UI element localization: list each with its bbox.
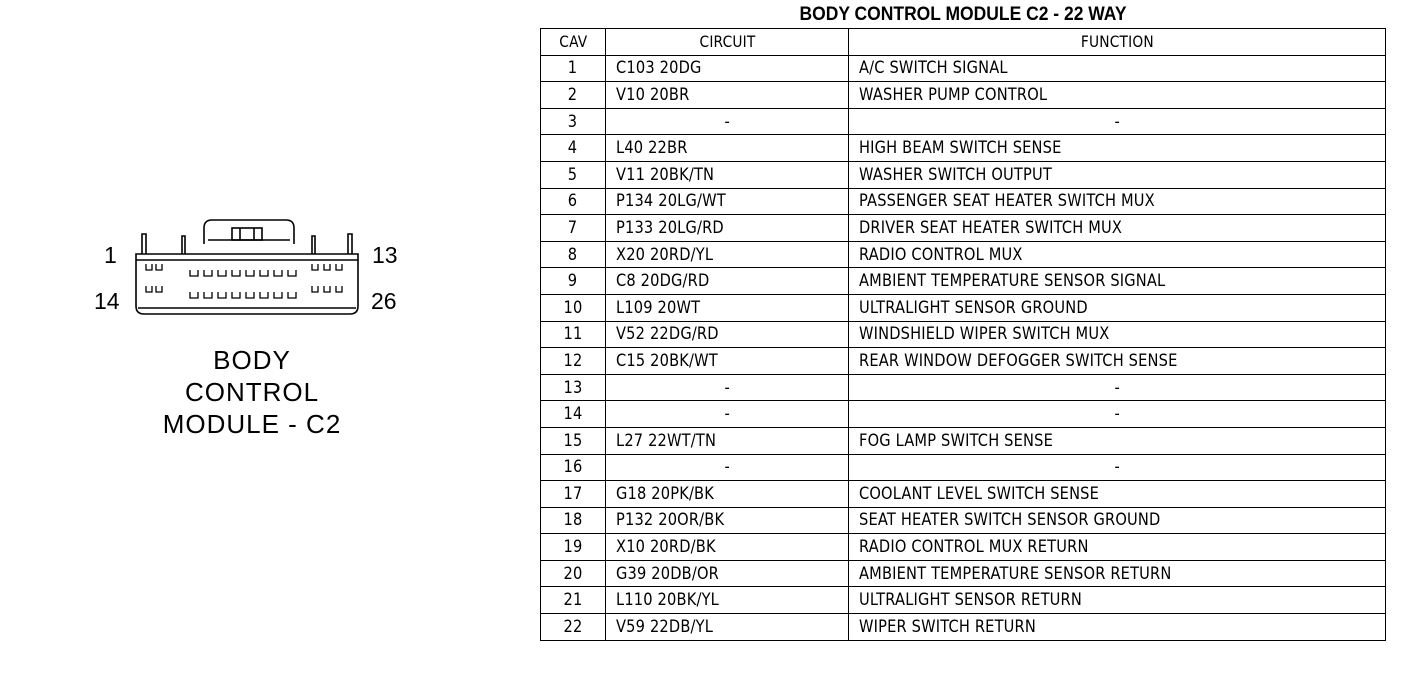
- cav-cell: 1: [541, 55, 606, 82]
- function-cell: WIPER SWITCH RETURN: [849, 614, 1386, 641]
- table-row: [541, 268, 1386, 295]
- pin-cavity: [336, 264, 342, 270]
- table-row: [541, 348, 1386, 375]
- function-cell: SEAT HEATER SWITCH SENSOR GROUND: [849, 507, 1386, 534]
- pin-cavity: [156, 286, 162, 292]
- function-cell: HIGH BEAM SWITCH SENSE: [849, 135, 1386, 162]
- cav-cell: 10: [541, 294, 606, 321]
- function-cell: COOLANT LEVEL SWITCH SENSE: [849, 481, 1386, 508]
- cav-cell: 8: [541, 241, 606, 268]
- table-row: [541, 481, 1386, 508]
- table-row: [541, 55, 1386, 82]
- circuit-cell: G39 20DB/OR: [606, 560, 849, 587]
- pin-cavity: [190, 292, 198, 298]
- pin-cavity: [336, 286, 342, 292]
- function-cell: WASHER SWITCH OUTPUT: [849, 161, 1386, 188]
- circuit-cell: L110 20BK/YL: [606, 587, 849, 614]
- table-row: [541, 507, 1386, 534]
- circuit-cell: P132 20OR/BK: [606, 507, 849, 534]
- function-cell: DRIVER SEAT HEATER SWITCH MUX: [849, 215, 1386, 242]
- circuit-cell: C15 20BK/WT: [606, 348, 849, 375]
- table-row: [541, 161, 1386, 188]
- function-cell: WASHER PUMP CONTROL: [849, 82, 1386, 109]
- pin-cavity: [312, 286, 318, 292]
- table-row: [541, 294, 1386, 321]
- cav-cell: 17: [541, 481, 606, 508]
- pin-cavity: [246, 270, 254, 276]
- latch-tab: [232, 228, 262, 240]
- circuit-cell: -: [606, 374, 849, 401]
- cav-cell: 6: [541, 188, 606, 215]
- circuit-cell: V10 20BR: [606, 82, 849, 109]
- cav-cell: 22: [541, 614, 606, 641]
- pin-row-bottom: [146, 286, 342, 298]
- pin-label-1: 1: [104, 242, 117, 268]
- table-row: [541, 614, 1386, 641]
- pin-cavity: [146, 286, 152, 292]
- cav-cell: 7: [541, 215, 606, 242]
- cav-cell: 2: [541, 82, 606, 109]
- function-cell: -: [849, 401, 1386, 428]
- circuit-cell: X20 20RD/YL: [606, 241, 849, 268]
- pin-cavity: [260, 292, 268, 298]
- circuit-cell: C8 20DG/RD: [606, 268, 849, 295]
- function-cell: ULTRALIGHT SENSOR GROUND: [849, 294, 1386, 321]
- connector-face-icon: [90, 210, 410, 330]
- pin-cavity: [204, 270, 212, 276]
- pin-cavity: [232, 292, 240, 298]
- function-cell: AMBIENT TEMPERATURE SENSOR SIGNAL: [849, 268, 1386, 295]
- cav-cell: 3: [541, 108, 606, 135]
- pin-cavity: [324, 264, 330, 270]
- cav-cell: 9: [541, 268, 606, 295]
- pin-cavity: [190, 270, 198, 276]
- function-cell: REAR WINDOW DEFOGGER SWITCH SENSE: [849, 348, 1386, 375]
- cav-cell: 19: [541, 534, 606, 561]
- table-row: [541, 188, 1386, 215]
- circuit-cell: C103 20DG: [606, 55, 849, 82]
- circuit-cell: V59 22DB/YL: [606, 614, 849, 641]
- pin-cavity: [232, 270, 240, 276]
- function-cell: ULTRALIGHT SENSOR RETURN: [849, 587, 1386, 614]
- pin-cavity: [204, 292, 212, 298]
- header-function: FUNCTION: [849, 29, 1386, 56]
- function-cell: A/C SWITCH SIGNAL: [849, 55, 1386, 82]
- function-cell: -: [849, 108, 1386, 135]
- circuit-cell: V52 22DG/RD: [606, 321, 849, 348]
- pin-cavity: [312, 264, 318, 270]
- cav-cell: 5: [541, 161, 606, 188]
- pinout-table: [540, 28, 1386, 641]
- cav-cell: 16: [541, 454, 606, 481]
- table-row: [541, 82, 1386, 109]
- table-row: [541, 215, 1386, 242]
- cav-cell: 4: [541, 135, 606, 162]
- pin-cavity: [274, 292, 282, 298]
- module-label-line: BODY: [213, 345, 291, 375]
- table-row: [541, 534, 1386, 561]
- connector-body: [136, 254, 358, 314]
- cav-cell: 18: [541, 507, 606, 534]
- table-row: [541, 454, 1386, 481]
- circuit-cell: -: [606, 454, 849, 481]
- pin-row-top: [146, 264, 342, 276]
- cav-cell: 14: [541, 401, 606, 428]
- circuit-cell: L27 22WT/TN: [606, 427, 849, 454]
- cav-cell: 21: [541, 587, 606, 614]
- circuit-cell: -: [606, 401, 849, 428]
- pin-cavity: [274, 270, 282, 276]
- cav-cell: 12: [541, 348, 606, 375]
- table-title: BODY CONTROL MODULE C2 - 22 WAY: [799, 4, 1127, 25]
- pin-label-14: 14: [94, 288, 120, 314]
- function-cell: -: [849, 374, 1386, 401]
- module-label-line: CONTROL: [184, 377, 320, 407]
- table-row: [541, 135, 1386, 162]
- function-cell: AMBIENT TEMPERATURE SENSOR RETURN: [849, 560, 1386, 587]
- table-header-row: [541, 29, 1386, 56]
- circuit-cell: -: [606, 108, 849, 135]
- pin-cavity: [246, 292, 254, 298]
- header-circuit: CIRCUIT: [606, 29, 849, 56]
- function-cell: -: [849, 454, 1386, 481]
- function-cell: WINDSHIELD WIPER SWITCH MUX: [849, 321, 1386, 348]
- pin-cavity: [260, 270, 268, 276]
- circuit-cell: P134 20LG/WT: [606, 188, 849, 215]
- pin-cavity: [156, 264, 162, 270]
- circuit-cell: P133 20LG/RD: [606, 215, 849, 242]
- cav-cell: 11: [541, 321, 606, 348]
- circuit-cell: L109 20WT: [606, 294, 849, 321]
- cav-cell: 20: [541, 560, 606, 587]
- table-row: [541, 108, 1386, 135]
- pin-cavity: [146, 264, 152, 270]
- function-cell: PASSENGER SEAT HEATER SWITCH MUX: [849, 188, 1386, 215]
- table-row: [541, 587, 1386, 614]
- function-cell: FOG LAMP SWITCH SENSE: [849, 427, 1386, 454]
- circuit-cell: X10 20RD/BK: [606, 534, 849, 561]
- table-row: [541, 427, 1386, 454]
- pin-cavity: [324, 286, 330, 292]
- pin-cavity: [218, 292, 226, 298]
- pin-label-13: 13: [372, 242, 398, 268]
- connector-diagram: [90, 210, 410, 450]
- pinout-table-body: [541, 55, 1386, 640]
- pin-label-26: 26: [371, 288, 397, 314]
- circuit-cell: G18 20PK/BK: [606, 481, 849, 508]
- circuit-cell: L40 22BR: [606, 135, 849, 162]
- pin-cavity: [288, 270, 296, 276]
- table-row: [541, 241, 1386, 268]
- table-row: [541, 401, 1386, 428]
- header-cav: CAV: [541, 29, 606, 56]
- function-cell: RADIO CONTROL MUX: [849, 241, 1386, 268]
- table-row: [541, 321, 1386, 348]
- cav-cell: 15: [541, 427, 606, 454]
- cav-cell: 13: [541, 374, 606, 401]
- module-label-line: MODULE - C2: [162, 409, 342, 439]
- table-row: [541, 374, 1386, 401]
- pin-cavity: [218, 270, 226, 276]
- circuit-cell: V11 20BK/TN: [606, 161, 849, 188]
- pin-cavity: [288, 292, 296, 298]
- function-cell: RADIO CONTROL MUX RETURN: [849, 534, 1386, 561]
- table-row: [541, 560, 1386, 587]
- module-label: [142, 344, 362, 440]
